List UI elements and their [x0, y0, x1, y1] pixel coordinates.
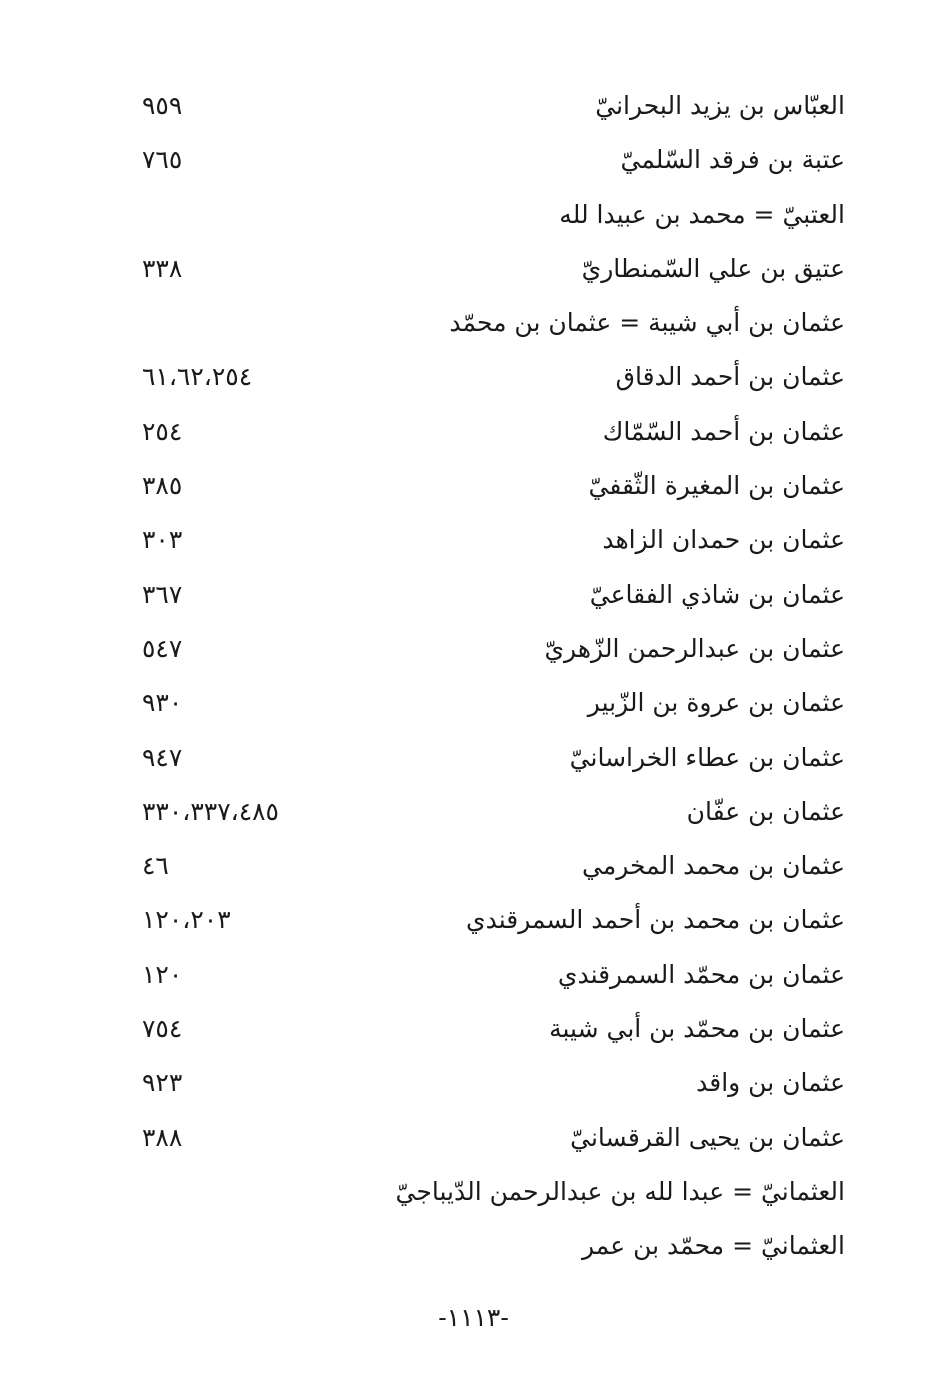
- index-entry: [0, 840, 947, 894]
- index-entry: [0, 569, 947, 623]
- entry-name: عثمان بن عطاء الخراسانيّ: [569, 742, 845, 772]
- index-entry: [0, 297, 947, 351]
- entry-pages: ٥٤٧: [142, 633, 183, 663]
- index-entry: [0, 677, 947, 731]
- index-entry: [0, 894, 947, 948]
- index-entry: [0, 514, 947, 568]
- entry-name: عثمان بن أحمد الدقاق: [615, 362, 845, 392]
- entry-name: عثمان بن واقد: [696, 1068, 845, 1098]
- index-entry: [0, 189, 947, 243]
- entry-name: عثمان بن عفّان: [686, 796, 845, 826]
- entry-pages: ٧٥٤: [142, 1014, 183, 1044]
- entry-name: عثمان بن عروة بن الزّبير: [587, 688, 845, 718]
- index-entry: [0, 406, 947, 460]
- entry-pages: ٤٦: [142, 851, 169, 881]
- entry-pages: ٩٤٧: [142, 742, 183, 772]
- entry-pages: ٣٨٨: [142, 1122, 183, 1152]
- entry-pages: ٣٠٣: [142, 525, 183, 555]
- index-entry: [0, 949, 947, 1003]
- index-entry: [0, 351, 947, 405]
- entry-name: العبّاس بن يزيد البحرانيّ: [595, 91, 845, 120]
- entry-pages: ٢٥٤: [142, 416, 183, 446]
- entry-pages: ٣٣٠،٣٣٧،٤٨٥: [142, 796, 279, 826]
- entry-name: عثمان بن محمّد السمرقندي: [557, 959, 845, 989]
- index-entry: [0, 623, 947, 677]
- index-entry: [0, 1112, 947, 1166]
- entry-pages: ٩٢٣: [142, 1068, 183, 1098]
- index-entry: [0, 1003, 947, 1057]
- entry-name: عثمان بن أبي شيبة = عثمان بن محمّد: [449, 308, 845, 338]
- entry-pages: ٣٦٧: [142, 579, 183, 609]
- entry-name: عثمان بن أحمد السّمّاك: [602, 416, 845, 446]
- index-entry: [0, 732, 947, 786]
- entry-pages: ٦١،٦٢،٢٥٤: [142, 362, 253, 392]
- page-number: -١١١٣-: [438, 1303, 509, 1332]
- index-entry: [0, 1220, 947, 1274]
- index-entry: [0, 134, 947, 188]
- entry-name: عثمان بن شاذي الفقاعيّ: [589, 579, 845, 609]
- entry-pages: ٣٨٥: [142, 471, 183, 501]
- entry-name: عثمان بن عبدالرحمن الزّهريّ: [544, 633, 845, 663]
- entry-pages: ٩٣٠: [142, 688, 183, 718]
- index-entry: [0, 786, 947, 840]
- entry-name: عثمان بن حمدان الزاهد: [602, 525, 845, 555]
- index-entry: [0, 1057, 947, 1111]
- index-entry: [0, 243, 947, 297]
- entry-pages: ١٢٠: [142, 959, 183, 989]
- entry-name: العتبيّ = محمد بن عبيدا لله: [559, 199, 845, 229]
- entry-name: عثمان بن محمد بن أحمد السمرقندي: [466, 905, 845, 935]
- index-entry: [0, 1166, 947, 1220]
- index-entries: [0, 80, 947, 1275]
- entry-name: عثمان بن يحيى القرقسانيّ: [570, 1122, 845, 1152]
- entry-name: عثمان بن محمّد بن أبي شيبة: [549, 1014, 845, 1044]
- entry-name: عثمان بن المغيرة الثّقفيّ: [588, 471, 845, 501]
- entry-name: العثمانيّ = محمّد بن عمر: [581, 1231, 845, 1261]
- index-entry: [0, 80, 947, 134]
- entry-pages: ٣٣٨: [142, 253, 183, 283]
- entry-name: عثمان بن محمد المخرمي: [581, 851, 845, 881]
- index-entry: [0, 460, 947, 514]
- entry-pages: ٩٥٩: [142, 91, 183, 120]
- entry-pages: ١٢٠،٢٠٣: [142, 905, 231, 935]
- entry-name: عتبة بن فرقد السّلميّ: [620, 145, 845, 175]
- entry-pages: ٧٦٥: [142, 145, 183, 175]
- entry-name: العثمانيّ = عبدا لله بن عبدالرحمن الدّيباجيّ: [395, 1176, 845, 1206]
- entry-name: عتيق بن علي السّمنطاريّ: [581, 253, 845, 283]
